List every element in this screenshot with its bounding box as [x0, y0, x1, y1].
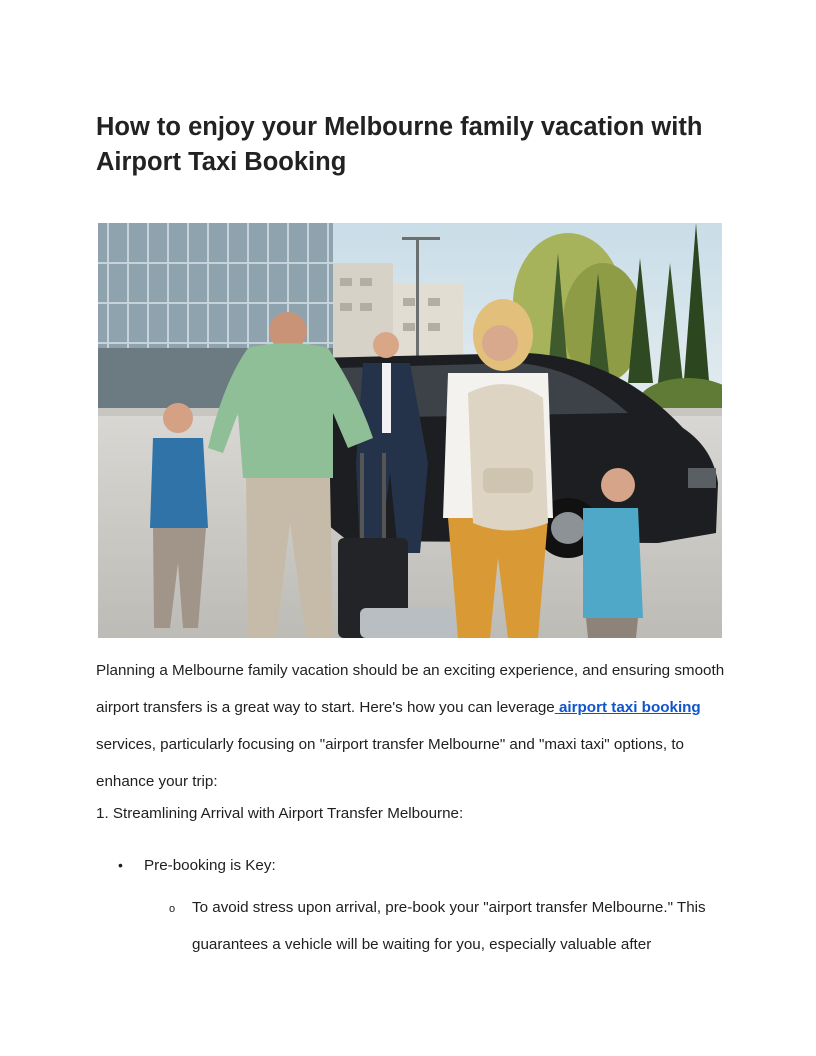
sub-bullet-marker: o	[169, 903, 176, 915]
section-heading-1: 1. Streamlining Arrival with Airport Transfer Melbourne:	[96, 805, 464, 822]
intro-text-1: Planning a Melbourne family vacation should be an exciting experience, and ensuring smooth airport transfers is a great way to start. Here's how you can leverage	[96, 662, 725, 716]
airport-taxi-booking-link[interactable]: airport taxi booking	[554, 699, 701, 716]
family-airport-taxi-photo	[98, 223, 722, 638]
sub-bullet-text: To avoid stress upon arrival, pre-book your "airport transfer Melbourne." This guarantees a vehicle will be waiting for you, especially valuable after	[192, 899, 706, 953]
page-title: How to enjoy your Melbourne family vacation with Airport Taxi Booking	[96, 113, 703, 176]
bullet-label: Pre-booking is Key:	[144, 857, 276, 874]
intro-paragraph	[96, 652, 726, 800]
hero-image	[98, 223, 722, 638]
intro-text-2: services, particularly focusing on "airport transfer Melbourne" and "maxi taxi" options, to enhance your trip:	[96, 736, 684, 790]
bullet-marker: •	[118, 857, 123, 873]
